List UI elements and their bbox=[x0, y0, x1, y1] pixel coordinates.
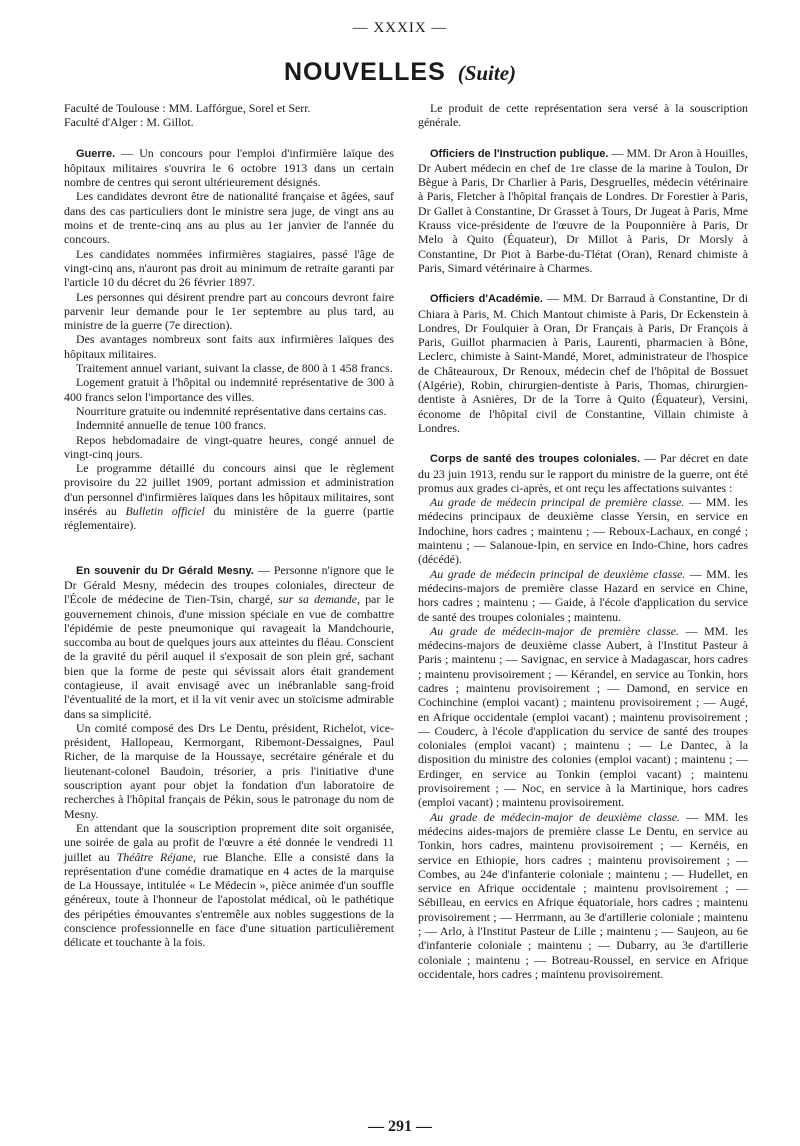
right-column bbox=[418, 101, 748, 981]
paragraph: Un comité composé des Drs Le Dentu, président, Richelot, vice-président, Hallopeau, Kermorgant, Ribemont-Dessaignes, Paul Richer, de la marquise de la Houssaye, secrétaire générale et du lieutenant-colonel Baudoin, trésorier, a pris l'initiative d'une souscription ayant pour objet la fondation d'un laboratoire de recherches à l'hôpital français de Pékin, sous le patronage du nom de Mesny. bbox=[64, 720, 394, 821]
paragraph: Nourriture gratuite ou indemnité représentative dans certains cas. bbox=[76, 403, 387, 418]
paragraph: Les candidates nommées infirmières stagiaires, passé l'âge de vingt-cinq ans, n'auront pas droit au minimum de retraite garanti par l'article 10 du décret du 26 février 1897. bbox=[64, 246, 394, 290]
guerre-heading: Guerre. bbox=[76, 147, 116, 160]
title-text: NOUVELLES bbox=[283, 58, 446, 86]
promotion-paragraph: Au grade de médecin-major de première classe. — MM. les médecins-majors de deuxième classe Aubert, à l'Institut Pasteur à Paris ; maintenu ; — Savignac, en service à Madagascar, hors cadres ; maintenu provisoirement ; — Kérandel, en service au Tonkin, hors cadres ; maintenu provisoirement ; — Damond, en service en Cochinchine (emploi vacant) ; maintenu provisoirement ; — Augé, en Afrique occidentale (emploi vacant) ; maintenu provisoirement ; — Couderc, à l'école d'application du service de santé des troupes coloniales (emploi vacant) ; maintenu ; — Le Dantec, à la disposition du ministre des colonies (emploi vacant) ; maintenu ; — Erdinger, en service au Tonkin (emploi vacant) ; maintenu provisoirement ; — Noc, en service à la Martinique, hors cadres (emploi vacant) ; maintenu provisoirement. bbox=[418, 623, 748, 810]
paragraph: Les personnes qui désirent prendre part au concours devront faire parvenir leur demande pour le 1er septembre au plus tard, au ministre de la guerre (7e direction). bbox=[64, 289, 394, 333]
title-suite: (Suite) bbox=[457, 61, 517, 85]
corps-sante-heading: Corps de santé des troupes coloniales. bbox=[430, 453, 641, 466]
page-roman-numeral: — XXXIX — bbox=[352, 20, 448, 36]
mesny-paragraph: En souvenir du Dr Gérald Mesny. — Personne n'ignore que le Dr Gérald Mesny, médecin des troupes coloniales, directeur de l'École de médecine de Tien-Tsin, chargé, sur sa demande, par le gouvernement chinois, d'une mission spéciale en vue de combattre l'épidémie de peste pneumonique qui ravageait la Mandchourie, succomba au bout de quelques jours aux atteintes du fléau. Conscient de la gravité du péril auquel il s'exposait de son plein gré, sachant bien que la forme de peste qui sévissait alors était grandement contagieuse, il avait envisagé avec un inébranlable sang-froid l'éventualité de la mort, et il la vit venir avec un stoïcisme admirable dans sa simplicité. bbox=[64, 562, 395, 721]
instruction-publique-paragraph: Officiers de l'Instruction publique. — MM. Dr Aron à Houilles, Dr Aubert médecin en chef de 1re classe de la marine à Toulon, Dr Bègue à Paris, Dr Charlier à Paris, Desgruelles, médecin vétérinaire à Paris, Fletcher à l'hôpital français de Londres. Dr Forestier à Paris, Dr Gallet à Constantine, Dr Grasset à Tours, Dr Jugeat à Paris, Mme Krauss vice-présidente de l'œuvre de la Pouponnière à Paris, Dr Melo à Quito (Équateur), Dr Millot à Paris, Dr Morsly à Constantine, Dr Piot à Barbe-du-Tlétat (Oran), Renard chimiste à Paris, Simard vétérinaire à Charmes. bbox=[418, 145, 748, 275]
paragraph: Des avantages nombreux sont faits aux infirmières laïques des hôpitaux militaires. bbox=[64, 332, 394, 361]
paragraph: Traitement annuel variant, suivant la classe, de 800 à 1 458 francs. bbox=[76, 361, 393, 376]
academie-heading: Officiers d'Académie. bbox=[430, 293, 543, 306]
paragraph: Les candidates devront être de nationalité française et âgées, sauf dans des cas particuliers dont le ministre sera juge, de vingt ans au moins et de trente-cinq ans au plus au 1er janvier de l'année du concours. bbox=[64, 189, 394, 247]
promotion-paragraph: Au grade de médecin principal de première classe. — MM. les médecins principaux de deuxième classe Yersin, en service en Indochine, hors cadres ; maintenu ; — Reboux-Lachaux, en congé ; maintenu ; — Salanoue-Ipin, en service en Indo-Chine, hors cadres (décédé). bbox=[418, 495, 748, 567]
page-title bbox=[0, 58, 800, 87]
paragraph: Le programme détaillé du concours ainsi que le règlement provisoire du 22 juillet 1909, portant admission et administration d'un personnel d'infirmières laïques dans les hôpitaux militaires, sont insérés au Bulletin officiel du ministère de la guerre (partie réglementaire). bbox=[64, 461, 395, 533]
paragraph: Indemnité annuelle de tenue 100 francs. bbox=[76, 418, 267, 433]
paragraph: Logement gratuit à l'hôpital ou indemnité représentative de 300 à 400 francs selon l'importance des villes. bbox=[64, 375, 394, 404]
promotion-paragraph: Au grade de médecin-major de deuxième classe. — MM. les médecins aides-majors de première classe Le Dentu, en service au Tonkin, hors cadres, maintenu provisoirement ; — Kernéis, en service en Ethiopie, hors cadres ; maintenu provisoirement ; — Combes, au 24e d'infanterie coloniale ; maintenu ; — Hudellet, en service en Afrique occidentale ; maintenu provisoirement ; — Sébilleau, en eervics en Afrique équatoriale, hors cadres ; maintenu provisoirement ; — Herrmann, au 3e d'artillerie coloniale ; maintenu ; — Arlo, à l'Institut Pasteur de Lille ; maintenu ; — Saujeon, au 6e d'infanterie coloniale ; maintenu ; — Dubarry, au 3e d'artillerie coloniale ; maintenu ; — Botreau-Roussel, en service en Afrique occidentale, hors cadres ; maintenu provisoirement. bbox=[418, 809, 748, 981]
mesny-heading: En souvenir du Dr Gérald Mesny. bbox=[76, 564, 254, 577]
paragraph: Le produit de cette représentation sera versé à la souscription générale. bbox=[418, 101, 748, 130]
faculty-toulouse: Faculté de Toulouse : MM. Laffórgue, Sorel et Serr. bbox=[64, 101, 311, 115]
faculty-alger: Faculté d'Alger : M. Gillot. bbox=[64, 115, 194, 130]
corps-sante-paragraph: Corps de santé des troupes coloniales. — Par décret en date du 23 juin 1913, rendu sur le rapport du ministre de la guerre, ont été promus aux grades ci-après, et ont reçu les affectations suivantes : bbox=[418, 451, 748, 495]
academie-paragraph: Officiers d'Académie. — MM. Dr Barraud à Constantine, Dr di Chiara à Paris, M. Chich Mantout chimiste à Paris, Dr Eckenstein à Londres, Dr Foulquier à Oran, Dr Français à Paris, Dr François à Paris, Guillot pharmacien à Paris, Laurenti, pharmacien à Bône, Leclerc, chimiste à Saint-Mandé, Moret, administrateur de l'hospice de Châteauroux, Dr Renoux, médecin chef de l'hôpital de Bossuet (Algérie), Robin, chirurgien-dentiste à Paris, Thomas, chirurgien-dentiste à Asnières, Dr de la Torre à Quito (Équateur), Versini, économe de l'hôpital civil de Constantine, Villain chimiste à Londres. bbox=[418, 291, 749, 435]
paragraph: Repos hebdomadaire de vingt-quatre heures, congé annuel de vingt-cinq jours. bbox=[64, 432, 394, 461]
page-number: — 291 — bbox=[368, 1118, 432, 1135]
promotion-paragraph: Au grade de médecin principal de deuxième classe. — MM. les médecins-majors de première classe Hazard en service en Chine, hors cadres ; maintenu ; — Gaide, à l'école d'application du service de santé des troupes coloniales ; maintenu. bbox=[418, 566, 748, 624]
guerre-paragraph: Guerre. — Un concours pour l'emploi d'infirmière laïque des hôpitaux militaires s'ouvrira le 6 octobre 1913 dans un certain nombre de centres qui seront ultérieurement désignés. bbox=[64, 145, 394, 190]
paragraph: En attendant que la souscription proprement dite soit organisée, une soirée de gala au profit de l'œuvre a été donnée le vendredi 11 juillet au Théâtre Réjane, rue Blanche. Elle a consisté dans la représentation d'une comédie dramatique en 4 actes de la marquise de La Houssaye, intitulée « Le Médecin », pièce animée d'un souffle généreux, toute à l'honneur de l'apostolat médical, où le pathétique des péripéties émouvantes s'entremêle aux nobles suggestions de la conscience professionnelle en face d'une situation particulièrement délicate et touchante à la fois. bbox=[64, 820, 394, 950]
instruction-publique-heading: Officiers de l'Instruction publique. bbox=[430, 147, 609, 160]
left-column bbox=[64, 101, 394, 950]
